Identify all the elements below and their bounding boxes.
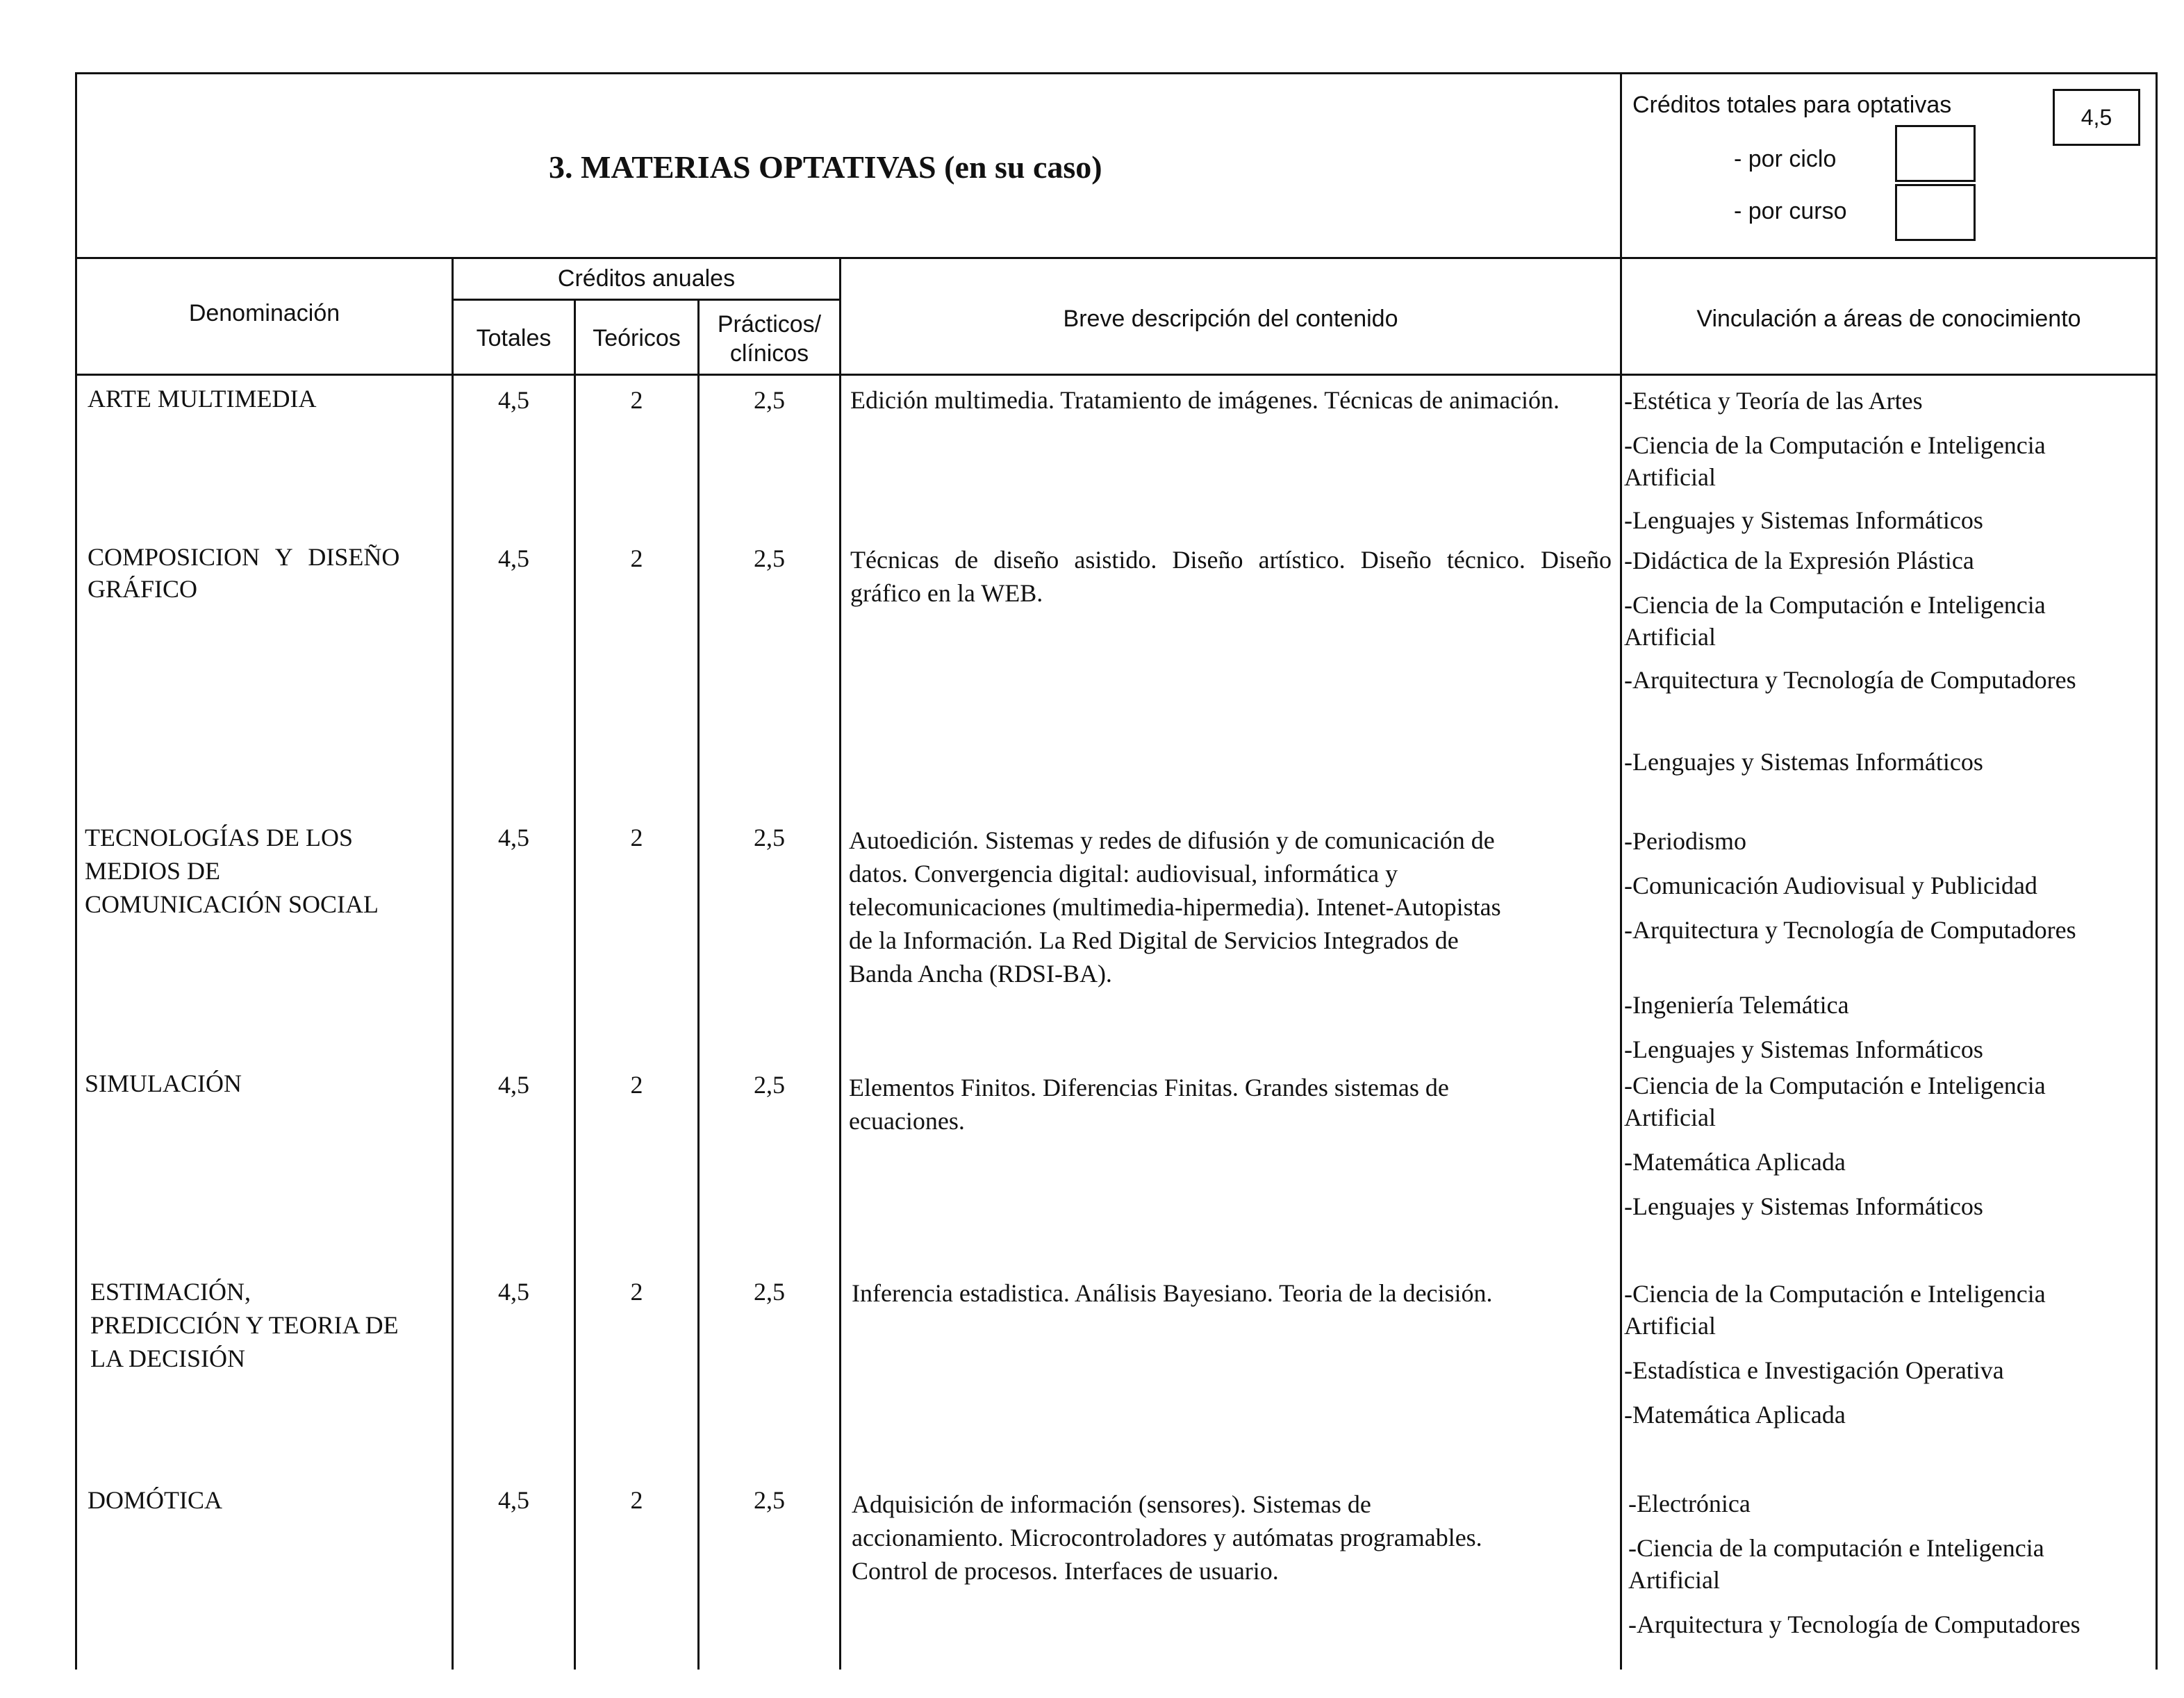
row-area: -Estética y Teoría de las Artes: [1624, 387, 1923, 415]
row-area: -Lenguajes y Sistemas Informáticos: [1624, 1192, 1983, 1220]
row-practicos: 2,5: [754, 824, 785, 851]
row-area: -Comunicación Audiovisual y Publicidad: [1624, 872, 2037, 899]
per-course-box: [1895, 184, 1976, 241]
row-teoricos: 2: [630, 1486, 643, 1514]
col-header-practicos: [700, 310, 839, 368]
row-teoricos: 2: [630, 1278, 643, 1306]
row-practicos: 2,5: [754, 544, 785, 572]
col-divider-practicos: [697, 300, 700, 1670]
row-name: DOMÓTICA: [88, 1486, 222, 1514]
row-description-line: accionamiento. Microcontroladores y autómatas programables.: [852, 1524, 1482, 1551]
col-divider-totales: [452, 257, 454, 1670]
row-name: LA DECISIÓN: [90, 1345, 245, 1372]
per-cycle-box: [1895, 125, 1976, 182]
row-description-line: Control de procesos. Interfaces de usuario.: [852, 1557, 1279, 1585]
row-practicos: 2,5: [754, 1278, 785, 1306]
row-area: -Matemática Aplicada: [1624, 1148, 1846, 1176]
row-area: -Ciencia de la Computación e Inteligencia Artificial: [1624, 431, 2046, 491]
row-name: TECNOLOGÍAS DE LOS: [85, 824, 353, 851]
row-area: -Arquitectura y Tecnología de Computadores: [1624, 916, 2076, 944]
row-area: -Lenguajes y Sistemas Informáticos: [1624, 748, 1983, 776]
row-description-line: Adquisición de información (sensores). Sistemas de: [852, 1490, 1371, 1518]
col-divider-teoricos: [574, 300, 576, 1670]
row-name: SIMULACIÓN: [85, 1069, 242, 1097]
col-header-creditos-anuales: Créditos anuales: [557, 265, 736, 292]
row-teoricos: 2: [630, 544, 643, 572]
row-teoricos: 2: [630, 824, 643, 851]
row-practicos: 2,5: [754, 386, 785, 414]
row-description: Técnicas de diseño asistido. Diseño artístico. Diseño técnico. Diseño gráfico en la WEB.: [850, 546, 1612, 607]
col-header-totales: Totales: [476, 325, 552, 351]
per-cycle-label: - por ciclo: [1734, 146, 1837, 172]
row-area: -Arquitectura y Tecnología de Computadores: [1624, 666, 2076, 694]
row-totales: 4,5: [498, 386, 529, 414]
col-header-denominacion: Denominación: [188, 300, 340, 326]
row-area: -Arquitectura y Tecnología de Computadores: [1628, 1610, 2080, 1638]
row-teoricos: 2: [630, 1071, 643, 1099]
row-description-line: Banda Ancha (RDSI-BA).: [849, 960, 1112, 988]
row-description: Edición multimedia. Tratamiento de imágenes. Técnicas de animación.: [850, 386, 1560, 414]
row-name: COMUNICACIÓN SOCIAL: [85, 890, 379, 918]
row-totales: 4,5: [498, 1486, 529, 1514]
col-header-vinculacion: Vinculación a áreas de conocimiento: [1696, 306, 2081, 332]
row-area: -Ciencia de la Computación e Inteligencia Artificial: [1624, 591, 2046, 651]
row-description-line: Elementos Finitos. Diferencias Finitas. Grandes sistemas de: [849, 1074, 1449, 1101]
row-description-line: de la Información. La Red Digital de Servicios Integrados de: [849, 926, 1459, 954]
row-area: -Ingeniería Telemática: [1624, 991, 1849, 1019]
row-description-line: telecomunicaciones (multimedia-hipermedia). Intenet-Autopistas: [849, 893, 1501, 921]
row-name: ESTIMACIÓN,: [90, 1278, 251, 1306]
row-area: -Lenguajes y Sistemas Informáticos: [1624, 506, 1983, 534]
row-area: -Ciencia de la Computación e Inteligencia Artificial: [1624, 1280, 2046, 1340]
row-name: GRÁFICO: [88, 575, 198, 603]
per-course-label: - por curso: [1734, 198, 1847, 224]
table-right-border: [2156, 72, 2158, 1670]
table-top-border: [75, 72, 2158, 74]
row-totales: 4,5: [498, 544, 529, 572]
credits-total-box: [2053, 89, 2140, 146]
credits-total-value: 4,5: [2080, 105, 2112, 130]
row-area: -Periodismo: [1624, 827, 1746, 855]
col-header-practicos-line2: clínicos: [729, 340, 809, 367]
row-practicos: 2,5: [754, 1486, 785, 1514]
row-name: MEDIOS DE: [85, 857, 220, 885]
row-description-line: Autoedición. Sistemas y redes de difusión y de comunicación de: [849, 826, 1495, 854]
credits-total-label: Créditos totales para optativas: [1632, 92, 1952, 118]
row-totales: 4,5: [498, 1071, 529, 1099]
col-header-descripcion: Breve descripción del contenido: [1063, 306, 1398, 332]
creditos-anuales-underline: [452, 299, 841, 301]
row-area: -Ciencia de la Computación e Inteligencia Artificial: [1624, 1072, 2046, 1131]
row-description-line: ecuaciones.: [849, 1107, 965, 1135]
row-name: COMPOSICION Y DISEÑO: [88, 543, 400, 571]
row-area: -Didáctica de la Expresión Plástica: [1624, 547, 1974, 574]
row-area: -Ciencia de la computación e Inteligencia Artificial: [1628, 1534, 2044, 1594]
col-header-practicos-line1: Prácticos/: [717, 311, 822, 338]
col-header-teoricos: Teóricos: [593, 325, 681, 351]
page-title: 3. MATERIAS OPTATIVAS (en su caso): [549, 149, 1102, 185]
row-name: PREDICCIÓN Y TEORIA DE: [90, 1311, 399, 1339]
row-description-line: datos. Convergencia digital: audiovisual, informática y: [849, 860, 1398, 888]
row-name: ARTE MULTIMEDIA: [88, 385, 317, 413]
row-totales: 4,5: [498, 1278, 529, 1306]
column-header-bottom-border: [75, 374, 2158, 376]
row-practicos: 2,5: [754, 1071, 785, 1099]
row-description-line: Inferencia estadistica. Análisis Bayesiano. Teoria de la decisión.: [852, 1279, 1493, 1307]
row-teoricos: 2: [630, 386, 643, 414]
header-bottom-border: [75, 257, 2158, 259]
row-area: -Electrónica: [1628, 1490, 1751, 1517]
row-area: -Estadística e Investigación Operativa: [1624, 1356, 2004, 1384]
row-area: -Matemática Aplicada: [1624, 1401, 1846, 1429]
col-divider-descripcion: [839, 257, 841, 1670]
row-area: -Lenguajes y Sistemas Informáticos: [1624, 1035, 1983, 1063]
row-totales: 4,5: [498, 824, 529, 851]
